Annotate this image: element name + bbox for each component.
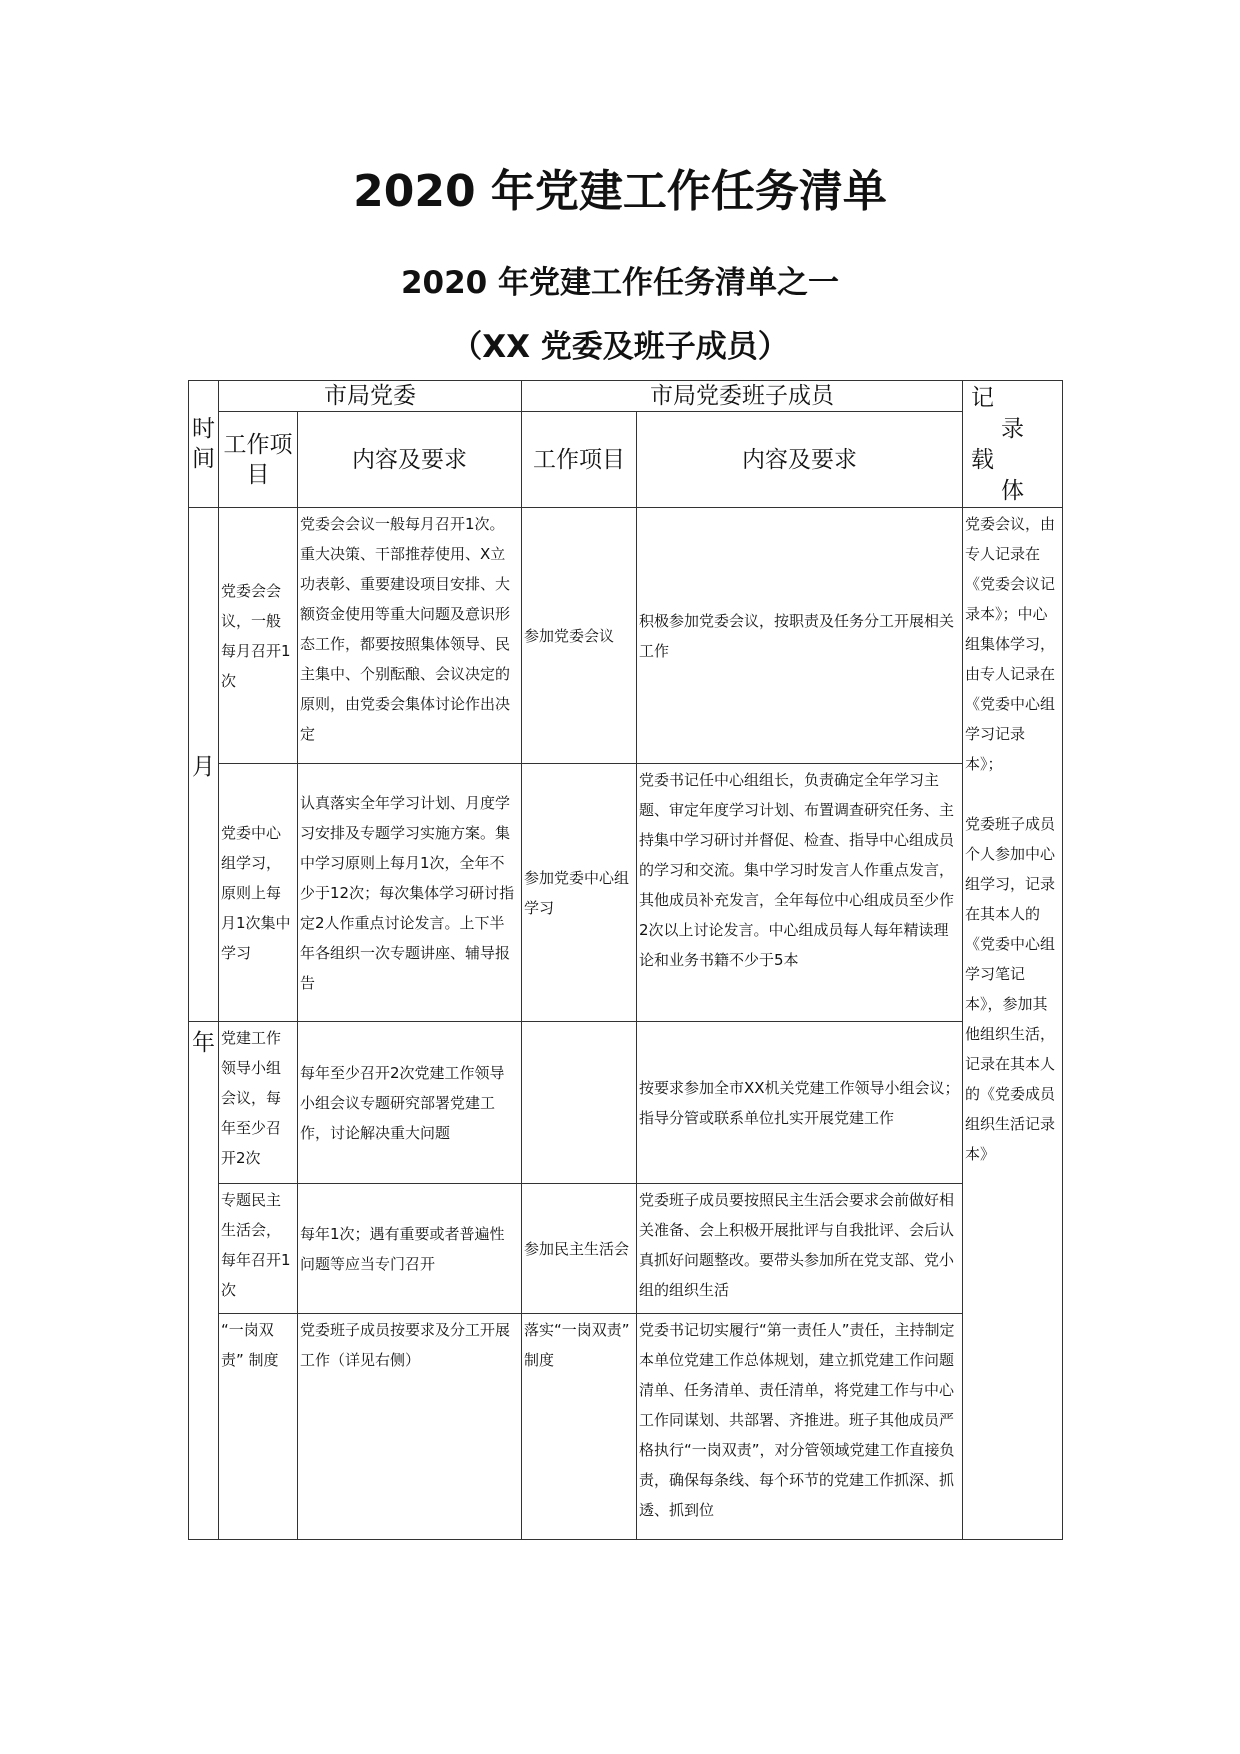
table-row bbox=[189, 1184, 1063, 1314]
committee-item: “一岗双责” 制度 bbox=[219, 1314, 298, 1540]
member-item: 落实“一岗双责” 制度 bbox=[522, 1314, 637, 1540]
committee-item: 党建工作领导小组会议，每年至少召开2次 bbox=[219, 1022, 298, 1184]
table-header-row-2 bbox=[189, 412, 1063, 508]
record-carrier-part2: 党委班子成员个人参加中心组学习，记录在其本人的《党委中心组学习笔记本》，参加其他组织生活，记录在其本人的《党委成员组织生活记录本》 bbox=[965, 815, 1056, 1163]
time-month: 月 bbox=[189, 508, 219, 1022]
table-header-row-1 bbox=[189, 381, 1063, 412]
record-carrier bbox=[963, 508, 1063, 1540]
header-record-carrier bbox=[963, 381, 1063, 508]
table-row bbox=[189, 1022, 1063, 1184]
header-committee: 市局党委 bbox=[219, 381, 522, 412]
time-year: 年 bbox=[189, 1022, 219, 1540]
table-row bbox=[189, 1314, 1063, 1540]
header-record-char: 体 bbox=[1001, 478, 1024, 504]
committee-item: 专题民主生活会，每年召开1次 bbox=[219, 1184, 298, 1314]
header-record-char: 记 bbox=[971, 385, 994, 411]
task-table bbox=[188, 380, 1063, 1540]
member-content: 党委书记切实履行“第一责任人”责任，主持制定本单位党建工作总体规划，建立抓党建工作问题清单、任务清单、责任清单，将党建工作与中心工作同谋划、共部署、齐推进。班子其他成员严格执行“一岗双责”，对分管领域党建工作直接负责，确保每条线、每个环节的党建工作抓深、抓透、抓到位 bbox=[637, 1314, 963, 1540]
header-committee-content: 内容及要求 bbox=[298, 412, 522, 508]
header-member-content: 内容及要求 bbox=[637, 412, 963, 508]
header-committee-work-item: 工作项目 bbox=[219, 412, 298, 508]
header-time bbox=[189, 381, 219, 508]
member-content: 党委书记任中心组组长，负责确定全年学习主题、审定年度学习计划、布置调查研究任务、主持集中学习研讨并督促、检查、指导中心组成员的学习和交流。集中学习时发言人作重点发言，其他成员补充发言，全年每位中心组成员至少作2次以上讨论发言。中心组成员每人每年精读理论和业务书籍不少于5本 bbox=[637, 764, 963, 1022]
document-subtitle: 2020 年党建工作任务清单之一 bbox=[400, 265, 840, 301]
committee-item: 党委中心组学习，原则上每月1次集中学习 bbox=[219, 764, 298, 1022]
table-row bbox=[189, 508, 1063, 764]
record-carrier-part1: 党委会议，由专人记录在《党委会议记录本》；中心组集体学习，由专人记录在《党委中心组学习记录本》； bbox=[965, 515, 1056, 773]
committee-item: 党委会会议，一般每月召开1次 bbox=[219, 508, 298, 764]
header-members: 市局党委班子成员 bbox=[522, 381, 963, 412]
committee-content: 党委班子成员按要求及分工开展工作（详见右侧） bbox=[298, 1314, 522, 1540]
table-row bbox=[189, 764, 1063, 1022]
committee-content: 认真落实全年学习计划、月度学习安排及专题学习实施方案。集中学习原则上每月1次，全年不少于12次；每次集体学习研讨指定2人作重点讨论发言。上下半年各组织一次专题讲座、辅导报告 bbox=[298, 764, 522, 1022]
header-record-char: 载 bbox=[971, 447, 994, 473]
member-content: 按要求参加全市XX机关党建工作领导小组会议；指导分管或联系单位扎实开展党建工作 bbox=[637, 1022, 963, 1184]
document-title: 2020 年党建工作任务清单 bbox=[353, 166, 887, 217]
header-time-char: 间 bbox=[192, 446, 215, 472]
header-record-char: 录 bbox=[1001, 416, 1024, 442]
member-item: 参加党委中心组学习 bbox=[522, 764, 637, 1022]
header-member-work-item: 工作项目 bbox=[522, 412, 637, 508]
committee-content: 每年至少召开2次党建工作领导小组会议专题研究部署党建工作，讨论解决重大问题 bbox=[298, 1022, 522, 1184]
document-org: （XX 党委及班子成员） bbox=[451, 329, 789, 365]
member-content: 积极参加党委会议，按职责及任务分工开展相关工作 bbox=[637, 508, 963, 764]
committee-content: 每年1次；遇有重要或者普遍性问题等应当专门召开 bbox=[298, 1184, 522, 1314]
committee-content: 党委会会议一般每月召开1次。重大决策、干部推荐使用、X立功表彰、重要建设项目安排、大额资金使用等重大问题及意识形态工作，都要按照集体领导、民主集中、个别酝酿、会议决定的原则，由党委会集体讨论作出决定 bbox=[298, 508, 522, 764]
member-item: 参加党委会议 bbox=[522, 508, 637, 764]
member-content: 党委班子成员要按照民主生活会要求会前做好相关准备、会上积极开展批评与自我批评、会后认真抓好问题整改。要带头参加所在党支部、党小组的组织生活 bbox=[637, 1184, 963, 1314]
member-item: 参加民主生活会 bbox=[522, 1184, 637, 1314]
header-time-char: 时 bbox=[192, 416, 215, 442]
member-item bbox=[522, 1022, 637, 1184]
